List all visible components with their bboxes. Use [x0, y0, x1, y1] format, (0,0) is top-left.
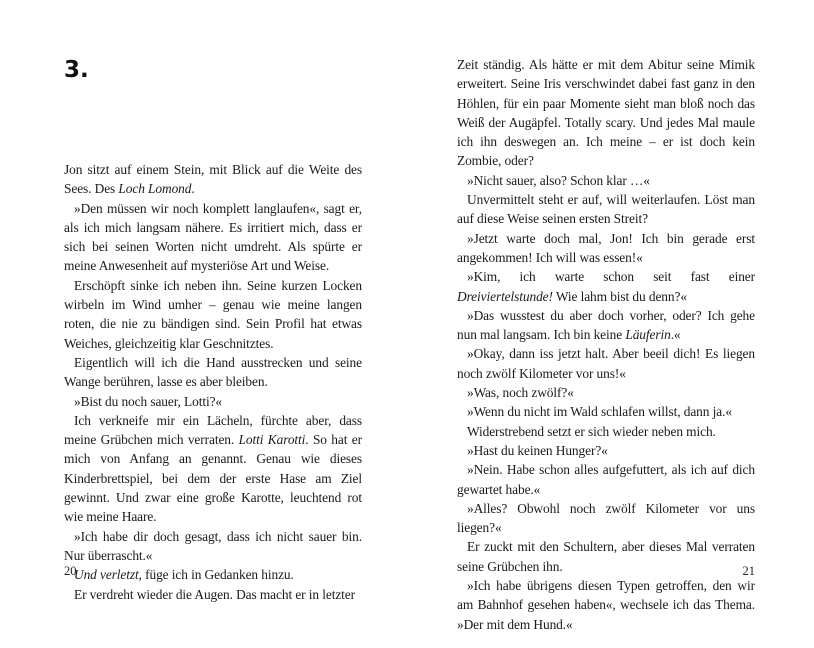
paragraph — [457, 383, 755, 402]
text-run: »Ich habe dir doch gesagt, dass ich nicht sauer bin. Nur überrascht.« — [64, 528, 362, 563]
text-run: »Nein. Habe schon alles aufgefuttert, als ich auf dich gewartet habe.« — [457, 462, 755, 497]
italic-text: Lotti Karotti — [238, 432, 306, 448]
paragraph — [457, 229, 755, 268]
text-run: . — [191, 181, 195, 197]
paragraph — [64, 527, 362, 566]
paragraph — [457, 441, 755, 460]
paragraph — [457, 422, 755, 441]
paragraph — [457, 55, 755, 171]
paragraph — [64, 585, 362, 604]
right-page — [457, 0, 767, 648]
text-run: .« — [670, 327, 681, 343]
italic-text: Läuferin — [625, 327, 671, 343]
text-run: Erschöpft sinke ich neben ihn. Seine kurzen Locken wirbeln im Wind umher – genau wie meine langen roten, die nie zu bändigen sind. Sein Profil hat etwas Weiches, gleichzeitig klar Geschnitztes. — [64, 277, 362, 351]
text-run: »Ich habe übrigens diesen Typen getroffen, den wir am Bahnhof gesehen haben«, wechsele ich das Thema. »Der mit dem Hund.« — [457, 578, 755, 632]
left-page — [64, 0, 374, 648]
text-run: »Bist du noch sauer, Lotti?« — [74, 393, 223, 409]
text-run: Zeit ständig. Als hätte er mit dem Abitur seine Mimik erweitert. Seine Iris verschwindet dabei fast ganz in den Höhlen, für ein paar Momente sieht man bloß noch das Weiß der Augäpfel. Totally scary. Und jedes Mal maule ich ihn deswegen an. Ich meine – er ist doch kein Zombie, oder? — [457, 57, 755, 169]
text-run: »Alles? Obwohl noch zwölf Kilometer vor uns liegen?« — [457, 500, 755, 536]
paragraph — [457, 171, 755, 190]
text-run: Jon sitzt auf einem Stein, mit Blick auf die Weite des Sees. Des — [64, 162, 362, 197]
italic-text: Dreiviertelstunde! — [457, 288, 553, 304]
text-run: Ich verkneife mir ein Lächeln, fürchte aber, dass meine Grübchen mich verraten. — [64, 412, 362, 448]
right-page-text — [457, 55, 755, 634]
paragraph — [457, 576, 755, 634]
text-run: . So hat er mich von Anfang an genannt. Genau wie dieses Kinderbrettspiel, bei dem der erste Hase am Ziel gewinnt. Und zwar eine große Karotte, leuchtend rot wie meine Haare. — [64, 432, 362, 525]
paragraph — [457, 344, 755, 383]
paragraph — [457, 190, 755, 229]
text-run: Er zuckt mit den Schultern, aber dieses Mal verraten seine Grübchen ihn. — [457, 539, 755, 574]
paragraph — [457, 460, 755, 499]
page-number-right: 21 — [742, 564, 755, 578]
page-number-left: 20 — [64, 564, 77, 578]
text-run: »Das wusstest du aber doch vorher, oder? Ich gehe nun mal langsam. Ich bin keine — [457, 307, 755, 343]
left-page-text — [64, 160, 362, 604]
text-run: »Wenn du nicht im Wald schlafen willst, dann ja.« — [467, 404, 732, 420]
italic-text: Loch Lomond — [118, 181, 192, 197]
paragraph — [64, 160, 362, 199]
paragraph — [457, 402, 755, 421]
text-run: »Kim, ich warte schon seit fast einer — [467, 269, 755, 285]
paragraph — [457, 537, 755, 576]
chapter-number: 3. — [64, 57, 89, 83]
text-run: Unvermittelt steht er auf, will weiterlaufen. Löst man auf diese Weise seinen ersten Streit? — [457, 192, 755, 227]
paragraph — [64, 411, 362, 527]
text-run: »Okay, dann iss jetzt halt. Aber beeil dich! Es liegen noch zwölf Kilometer vor uns!« — [457, 346, 755, 381]
paragraph — [64, 392, 362, 411]
text-run: Er verdreht wieder die Augen. Das macht er in letzter — [74, 586, 355, 602]
text-run: Widerstrebend setzt er sich wieder neben mich. — [467, 423, 716, 439]
text-run: Eigentlich will ich die Hand ausstrecken und seine Wange berühren, lasse es aber bleiben. — [64, 354, 362, 390]
paragraph — [64, 199, 362, 276]
paragraph — [457, 499, 755, 538]
paragraph — [64, 353, 362, 392]
text-run: »Was, noch zwölf?« — [467, 385, 574, 401]
text-run: »Jetzt warte doch mal, Jon! Ich bin gerade erst angekommen! Ich will was essen!« — [457, 230, 755, 265]
paragraph — [457, 267, 755, 306]
text-run: »Hast du keinen Hunger?« — [467, 442, 608, 458]
paragraph — [457, 306, 755, 345]
paragraph — [64, 276, 362, 353]
paragraph — [64, 565, 362, 584]
text-run: »Den müssen wir noch komplett langlaufen«, sagt er, als ich mich langsam nähere. Es irritiert mich, dass er sich bei seinen Worten nicht umdreht. Als spürte er meine Anwesenheit auf mysteriöse Art und Weise. — [64, 200, 362, 274]
text-run: , füge ich in Gedanken hinzu. — [138, 567, 294, 583]
text-run: Wie lahm bist du denn?« — [552, 288, 687, 304]
italic-text: Und verletzt — [74, 567, 139, 583]
text-run: »Nicht sauer, also? Schon klar …« — [467, 172, 650, 188]
